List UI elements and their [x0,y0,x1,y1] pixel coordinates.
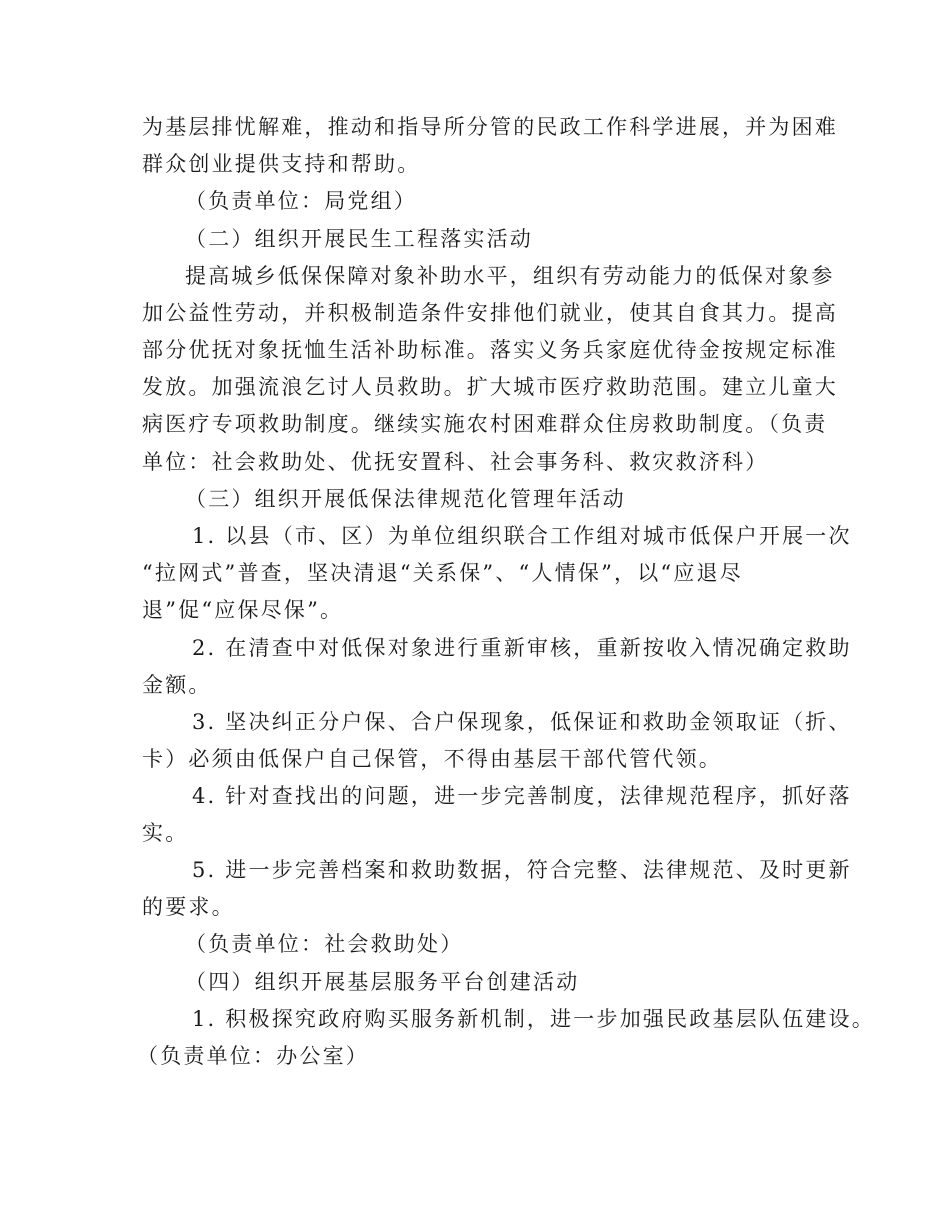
paragraph-line: 卡）必须由低保户自己保管，不得由基层干部代管代领。 [142,747,722,771]
paragraph-line: 金额。 [142,673,212,697]
paragraph-line: 的要求。 [142,895,235,919]
paragraph-line: 提高城乡低保保障对象补助水平，组织有劳动能力的低保对象参 [185,264,835,288]
list-item: 5. 进一步完善档案和救助数据，符合完整、法律规范、及时更新 [192,858,852,882]
paragraph-line: 发放。加强流浪乞讨人员救助。扩大城市医疗救助范围。建立儿童大 [142,375,838,399]
paragraph-line: 部分优抚对象抚恤生活补助标准。落实义务兵家庭优待金按规定标准 [142,338,838,362]
list-item: 2. 在清查中对低保对象进行重新审核，重新按收入情况确定救助 [192,636,852,660]
paragraph-line: 实。 [142,821,189,845]
paragraph-line: 加公益性劳动，并积极制造条件安排他们就业，使其自食其力。提高 [142,301,838,325]
paragraph-line: 病医疗专项救助制度。继续实施农村困难群众住房救助制度。（负责 [142,412,828,436]
list-item: 1. 以县（市、区）为单位组织联合工作组对城市低保户开展一次 [192,524,852,548]
list-item: 3. 坚决纠正分户保、合户保现象，低保证和救助金领取证（折、 [192,710,852,734]
list-item: 1. 积极探究政府购买服务新机制，进一步加强民政基层队伍建设。 [192,1007,875,1031]
section-heading: （四）组织开展基层服务平台创建活动 [185,970,580,994]
paragraph-line: 退”促“应保尽保”。 [142,598,344,622]
list-item: 4. 针对查找出的问题，进一步完善制度，法律规范程序，抓好落 [192,784,852,808]
paragraph-line: 为基层排忧解难，推动和指导所分管的民政工作科学进展，并为困难 [142,115,838,139]
responsible-unit-note: （负责单位：办公室） [137,1044,369,1068]
paragraph-line: “拉网式”普查，坚决清退“关系保”、“人情保”，以“应退尽 [142,561,743,585]
responsible-unit-note: （负责单位：社会救助处） [185,932,464,956]
section-heading: （二）组织开展民生工程落实活动 [185,227,533,251]
responsible-unit-note: （负责单位：局党组） [185,189,417,213]
paragraph-line: 群众创业提供支持和帮助。 [142,152,421,176]
paragraph-line: 单位：社会救助处、优抚安置科、社会事务科、救灾救济科） [142,450,769,474]
section-heading: （三）组织开展低保法律规范化管理年活动 [185,487,626,511]
